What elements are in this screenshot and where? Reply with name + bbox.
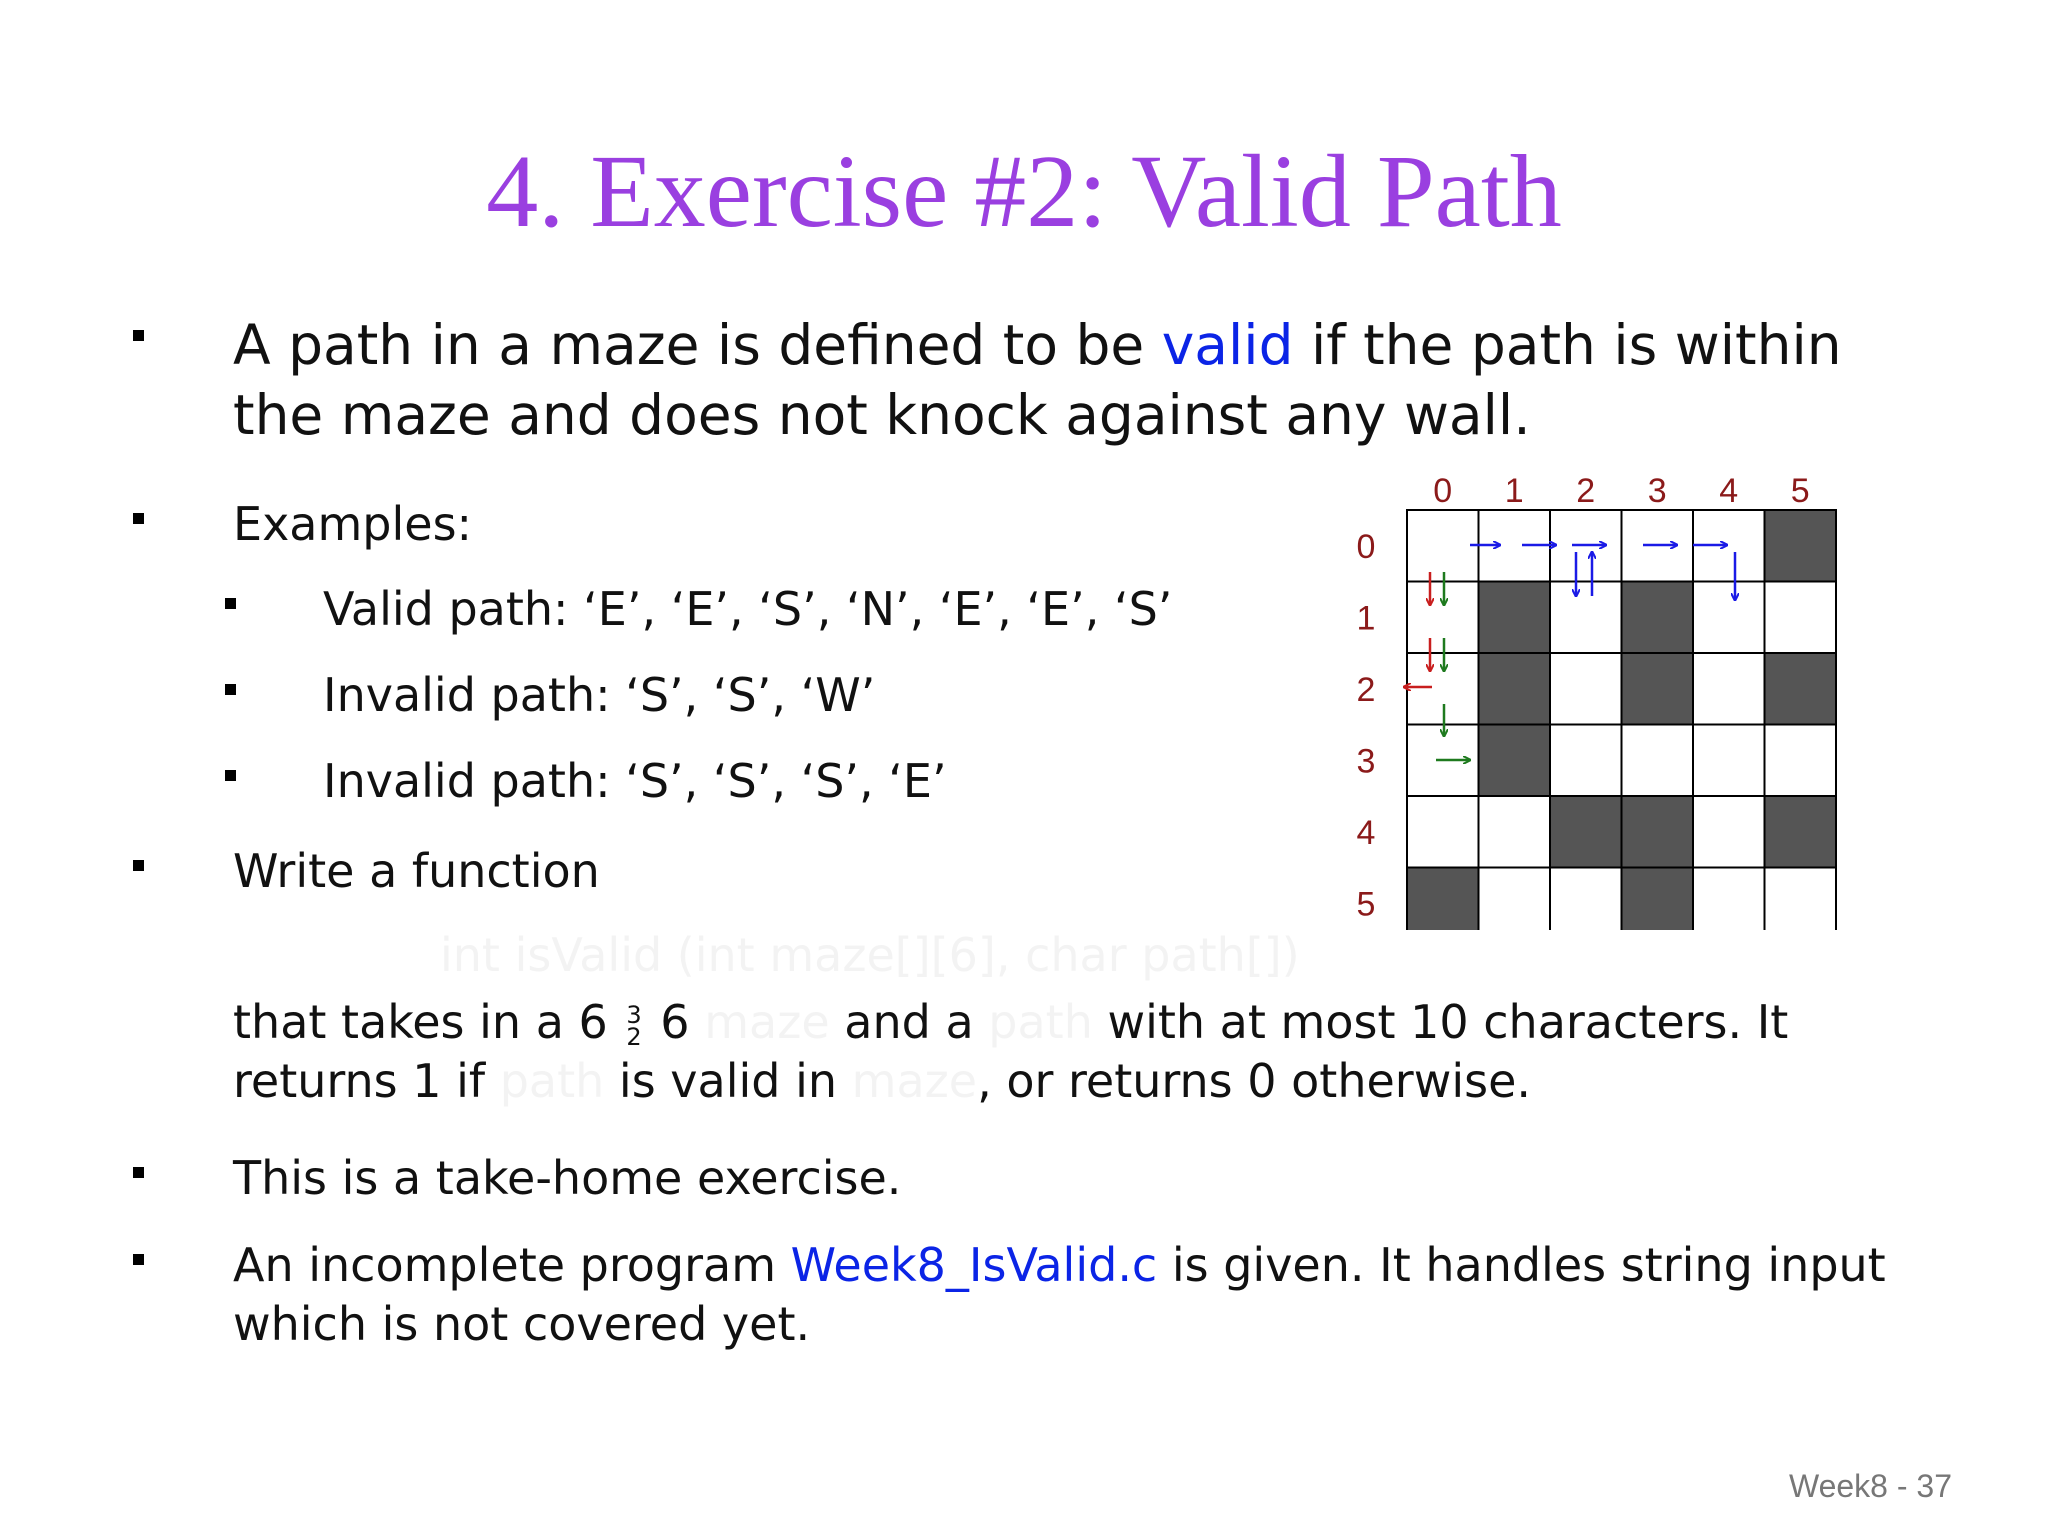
desc-part1: that takes in a 6 xyxy=(233,995,623,1049)
maze-wall-cell xyxy=(1765,510,1837,582)
maze-wall-cell xyxy=(1622,582,1694,654)
bullet-marker xyxy=(133,513,144,524)
function-description xyxy=(233,993,1883,1111)
take-home-text: This is a take-home exercise. xyxy=(233,1151,902,1205)
maze-open-cell xyxy=(1693,725,1765,797)
example-invalid-path-2: Invalid path: ‘S’, ‘S’, ‘S’, ‘E’ xyxy=(323,754,947,808)
maze-wall-cell xyxy=(1550,796,1622,868)
maze-open-cell xyxy=(1765,582,1837,654)
examples-label: Examples: xyxy=(233,497,473,551)
maze-col-label: 2 xyxy=(1576,472,1596,510)
maze-col-label: 1 xyxy=(1504,472,1524,510)
maze-open-cell xyxy=(1622,725,1694,797)
desc-part4: with at most 10 characters. It xyxy=(1092,995,1789,1049)
maze-row-label: 1 xyxy=(1356,599,1376,638)
desc-part3: and a xyxy=(829,995,989,1049)
maze-param: maze xyxy=(851,1053,978,1108)
maze-wall-cell xyxy=(1479,725,1551,797)
definition-line2: the maze and does not knock against any wall. xyxy=(233,383,1531,448)
path-param: path xyxy=(499,1053,605,1108)
function-signature: int isValid (int maze[][6], char path[]) xyxy=(440,928,1300,982)
maze-open-cell xyxy=(1693,582,1765,654)
sub-bullet-marker xyxy=(225,684,236,695)
page-number: Week8 - 37 xyxy=(1788,1468,1952,1504)
maze-wall-cell xyxy=(1765,796,1837,868)
bullet-marker xyxy=(133,1167,144,1178)
desc-part6: is valid in xyxy=(604,1053,852,1108)
desc-part5: returns 1 if xyxy=(233,1053,500,1108)
maze-col-label: 4 xyxy=(1719,472,1739,510)
slide-title: 4. Exercise #2: Valid Path xyxy=(486,134,1562,249)
valid-keyword: valid xyxy=(1161,313,1294,377)
example-invalid-path-1: Invalid path: ‘S’, ‘S’, ‘W’ xyxy=(323,668,876,722)
write-function-text: Write a function xyxy=(233,844,600,898)
maze-wall-cell xyxy=(1407,868,1479,931)
maze-wall-cell xyxy=(1479,653,1551,725)
definition-text xyxy=(233,310,1933,451)
incomplete-pre: An incomplete program xyxy=(233,1238,791,1292)
path-param: path xyxy=(988,995,1093,1049)
maze-open-cell xyxy=(1693,796,1765,868)
maze-open-cell xyxy=(1765,725,1837,797)
bullet-marker xyxy=(133,330,144,341)
maze-col-label: 3 xyxy=(1647,472,1667,510)
maze-wall-cell xyxy=(1622,796,1694,868)
fraction-top: 3 xyxy=(626,1000,642,1029)
maze-open-cell xyxy=(1550,868,1622,931)
example-valid-path: Valid path: ‘E’, ‘E’, ‘S’, ‘N’, ‘E’, ‘E’, ‘S’ xyxy=(323,582,1173,636)
maze-open-cell xyxy=(1550,653,1622,725)
dimension-fraction xyxy=(626,1000,642,1051)
maze-open-cell xyxy=(1407,510,1479,582)
maze-row-label: 5 xyxy=(1356,885,1376,924)
incomplete-line2: which is not covered yet. xyxy=(233,1296,811,1351)
maze-row-label: 4 xyxy=(1356,813,1376,852)
maze-wall-cell xyxy=(1479,582,1551,654)
maze-diagram xyxy=(1320,460,1840,930)
maze-open-cell xyxy=(1550,725,1622,797)
maze-wall-cell xyxy=(1622,868,1694,931)
maze-wall-cell xyxy=(1765,653,1837,725)
desc-part2: 6 xyxy=(645,995,705,1049)
maze-row-label: 2 xyxy=(1356,670,1376,709)
sub-bullet-marker xyxy=(225,598,236,609)
definition-line1-post: if the path is within xyxy=(1293,313,1842,377)
fraction-bottom: 2 xyxy=(626,1022,642,1051)
maze-open-cell xyxy=(1693,868,1765,931)
bullet-marker xyxy=(133,860,144,871)
incomplete-post: is given. It handles string input xyxy=(1157,1238,1886,1292)
maze-row-label: 0 xyxy=(1356,527,1376,566)
maze-param: maze xyxy=(704,995,830,1049)
maze-col-label: 5 xyxy=(1790,472,1810,510)
maze-open-cell xyxy=(1550,582,1622,654)
sub-bullet-marker xyxy=(225,770,236,781)
maze-open-cell xyxy=(1407,796,1479,868)
maze-wall-cell xyxy=(1622,653,1694,725)
maze-open-cell xyxy=(1693,653,1765,725)
maze-figure xyxy=(1320,460,1840,930)
incomplete-program-text xyxy=(233,1236,1933,1354)
program-file-link[interactable]: Week8_IsValid.c xyxy=(790,1238,1158,1292)
maze-col-label: 0 xyxy=(1433,472,1453,510)
desc-part7: , or returns 0 otherwise. xyxy=(977,1053,1531,1108)
bullet-marker xyxy=(133,1254,144,1265)
maze-open-cell xyxy=(1479,868,1551,931)
definition-line1-pre: A path in a maze is defined to be xyxy=(233,313,1162,377)
maze-row-label: 3 xyxy=(1356,742,1376,781)
maze-open-cell xyxy=(1765,868,1837,931)
maze-open-cell xyxy=(1479,796,1551,868)
